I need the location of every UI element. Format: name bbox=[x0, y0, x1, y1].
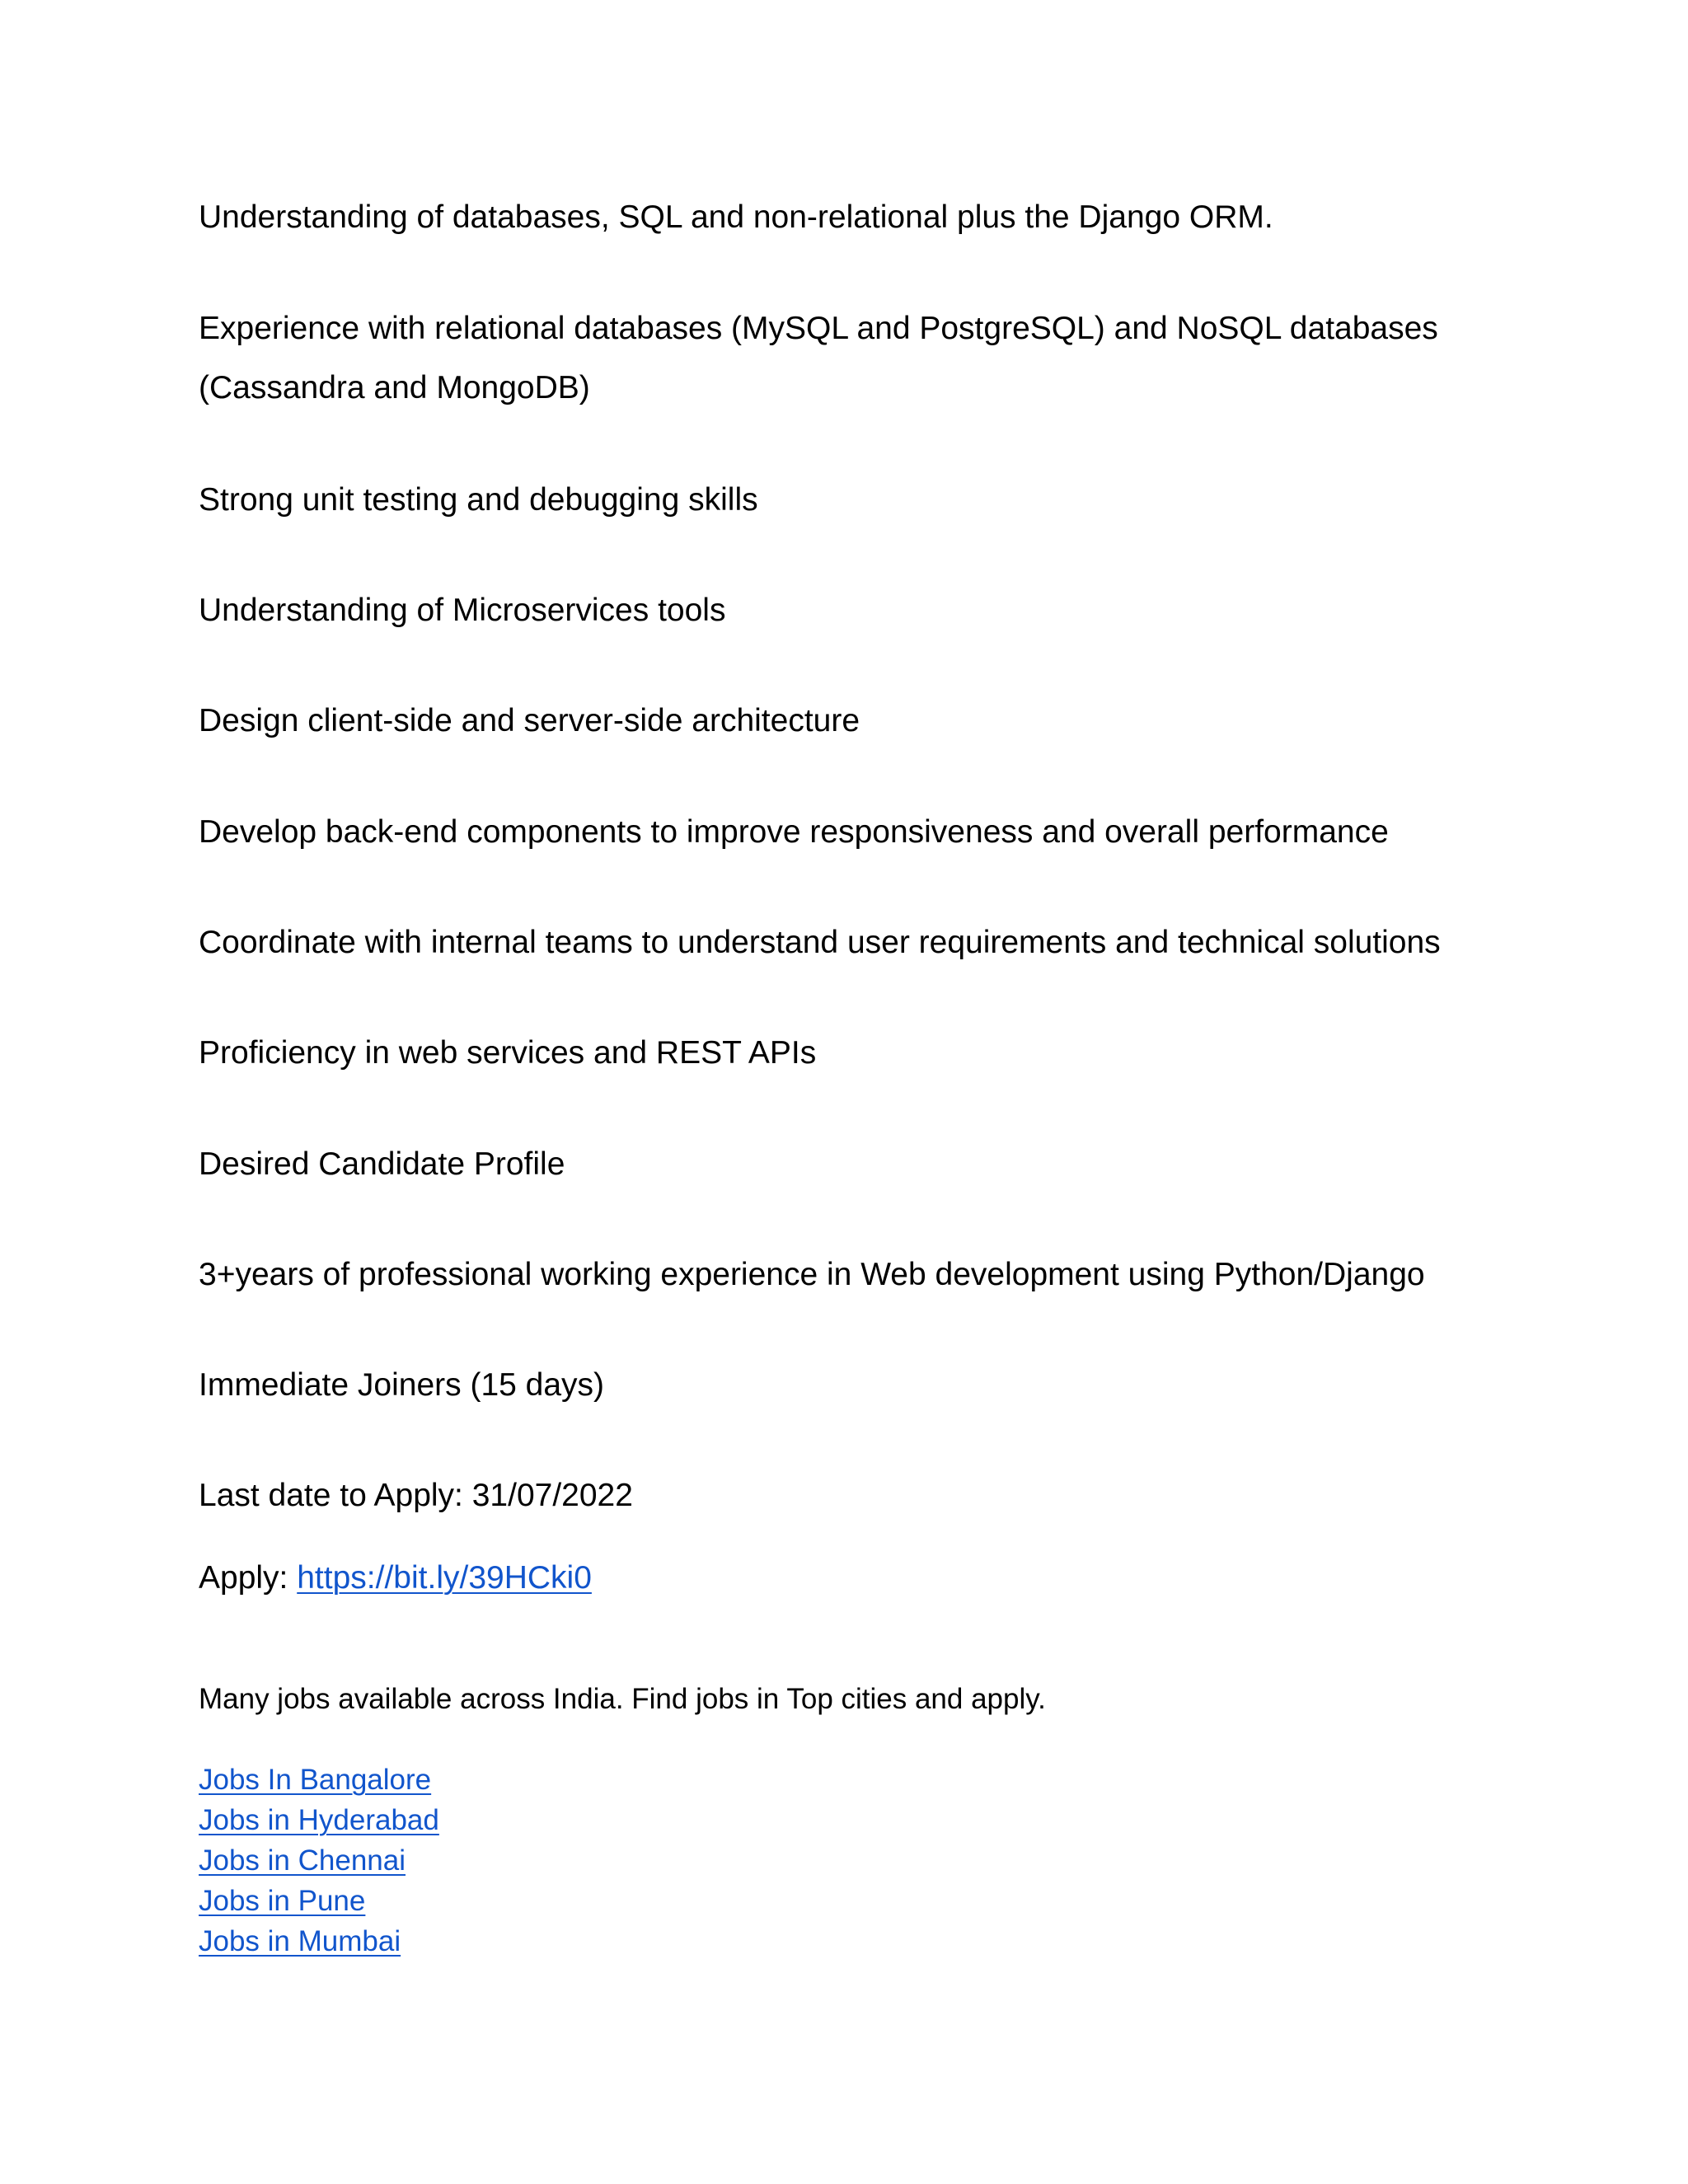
apply-label: Apply: bbox=[199, 1560, 298, 1596]
profile-joiners: Immediate Joiners (15 days) bbox=[199, 1367, 605, 1403]
requirement-microservices: Understanding of Microservices tools bbox=[199, 593, 726, 628]
jobs-hyderabad-link[interactable]: Jobs in Hyderabad bbox=[199, 1804, 439, 1836]
apply-line bbox=[199, 1549, 1517, 1608]
requirement-unit-testing: Strong unit testing and debugging skills bbox=[199, 482, 758, 518]
profile-experience: 3+years of professional working experience in Web development using Python/Django bbox=[199, 1257, 1425, 1292]
apply-link[interactable]: https://bit.ly/39HCki0 bbox=[297, 1560, 592, 1596]
last-date: Last date to Apply: 31/07/2022 bbox=[199, 1478, 633, 1513]
list-item bbox=[199, 1760, 439, 1800]
footer-intro: Many jobs available across India. Find jobs in Top cities and apply. bbox=[199, 1683, 1046, 1715]
list-item bbox=[199, 1800, 439, 1840]
list-item bbox=[199, 1921, 439, 1961]
requirement-rest-apis: Proficiency in web services and REST APIs bbox=[199, 1035, 817, 1071]
jobs-mumbai-link[interactable]: Jobs in Mumbai bbox=[199, 1925, 401, 1957]
requirement-relational-nosql: Experience with relational databases (MySQL and PostgreSQL) and NoSQL databases bbox=[199, 311, 1438, 346]
list-item bbox=[199, 1840, 439, 1881]
requirement-databases: Understanding of databases, SQL and non-relational plus the Django ORM. bbox=[199, 199, 1273, 235]
requirement-coordinate: Coordinate with internal teams to understand user requirements and technical solutions bbox=[199, 925, 1441, 960]
requirement-backend: Develop back-end components to improve responsiveness and overall performance bbox=[199, 814, 1389, 850]
city-links-list bbox=[199, 1760, 439, 1961]
profile-heading: Desired Candidate Profile bbox=[199, 1146, 565, 1182]
requirement-architecture: Design client-side and server-side architecture bbox=[199, 703, 860, 738]
list-item bbox=[199, 1881, 439, 1921]
requirement-relational-nosql-cont: (Cassandra and MongoDB) bbox=[199, 370, 590, 405]
jobs-bangalore-link[interactable]: Jobs In Bangalore bbox=[199, 1764, 432, 1796]
jobs-pune-link[interactable]: Jobs in Pune bbox=[199, 1885, 366, 1917]
jobs-chennai-link[interactable]: Jobs in Chennai bbox=[199, 1844, 406, 1877]
